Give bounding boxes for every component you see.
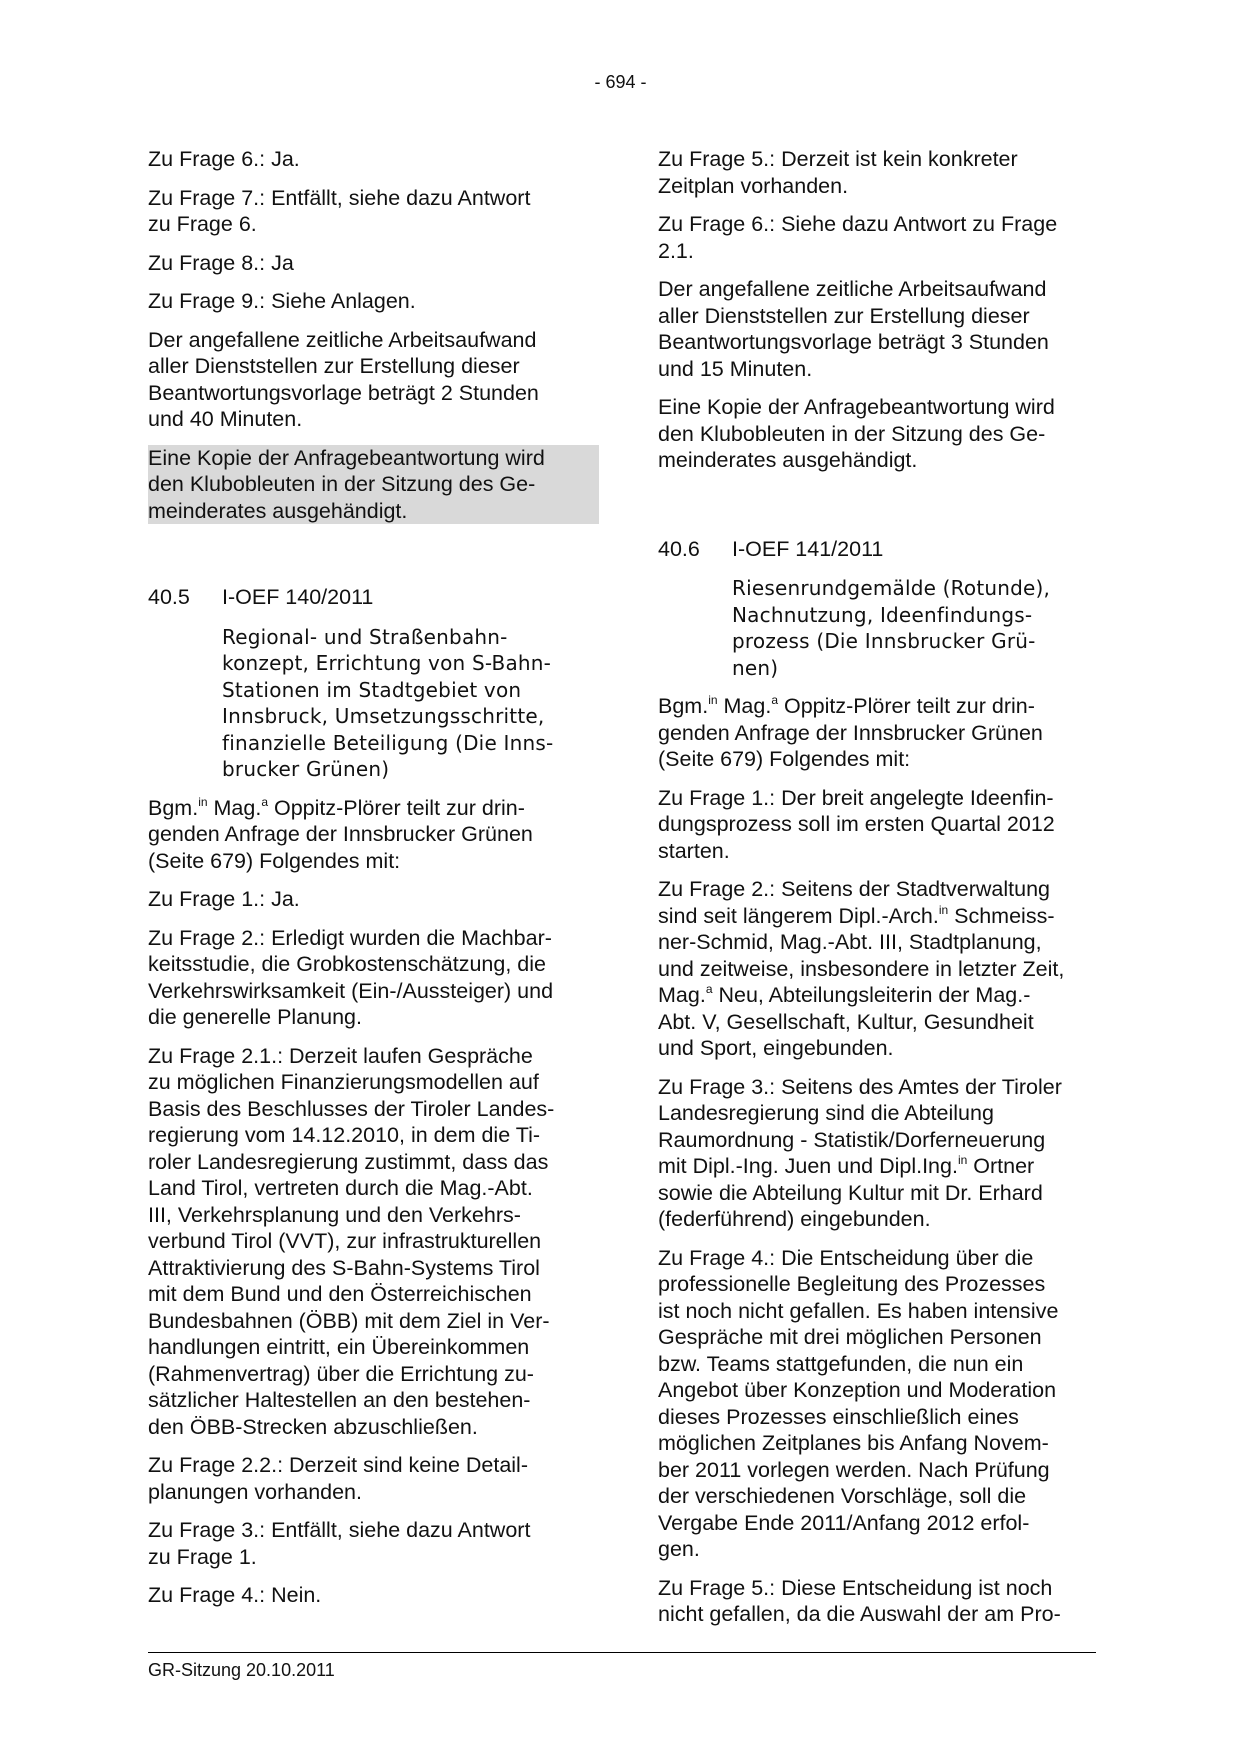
mayor-statement: Bgm.$^{in}$ Mag.$^a$ Oppitz-Plörer teilt zur drin- genden Anfrage der Innsbrucker Grünen (Seite 679) Folgendes mit: bbox=[148, 794, 533, 873]
mayor-statement: Bgm.$^{in}$ Mag.$^a$ Oppitz-Plörer teilt zur drin- genden Anfrage der Innsbrucker Grünen (Seite 679) Folgendes mit: bbox=[658, 693, 1043, 771]
answer-q6: Zu Frage 6.: Ja. bbox=[148, 147, 300, 171]
copy-note: Eine Kopie der Anfragebeantwortung wird den Klubobleuten in der Sitzung des Ge- meinderates ausgehändigt. bbox=[658, 395, 1055, 472]
answer-q7: Zu Frage 7.: Entfällt, siehe dazu Antwort zu Frage 6. bbox=[148, 185, 531, 236]
section-heading-40-6 bbox=[658, 536, 1103, 563]
footer-divider bbox=[148, 1652, 1096, 1653]
answer-q1: Zu Frage 1.: Ja. bbox=[148, 887, 300, 911]
answer-q2: Zu Frage 2.: Seitens der Stadtverwaltung sind seit längerem Dipl.-Arch.$^{in}$ Schmeiss- ner-Schmid, Mag.-Abt. III, Stadtplanung, und zeitweise, insbesondere in letzter Zeit, Mag.$^a$ Neu, Abteilungsleiterin der Mag.- Abt. V, Gesellschaft, Kultur, Gesundheit und Sport, eingebunden. bbox=[658, 877, 1065, 1060]
section-heading-40-5 bbox=[148, 584, 593, 611]
footer-session-date: GR-Sitzung 20.10.2011 bbox=[148, 1660, 335, 1680]
answer-q8: Zu Frage 8.: Ja bbox=[148, 250, 294, 275]
page-number: - 694 - bbox=[594, 72, 647, 92]
section-title: Riesenrundgemälde (Rotunde), Nachnutzung, Ideenfindungs- prozess (Die Innsbrucker Grü- nen) bbox=[732, 576, 1051, 680]
effort-paragraph: Der angefallene zeitliche Arbeitsaufwand aller Dienststellen zur Erstellung dieser Beantwortungsvorlage beträgt 2 Stunden und 40 Minuten. bbox=[148, 327, 539, 431]
copy-note-highlighted: Eine Kopie der Anfragebeantwortung wird den Klubobleuten in der Sitzung des Ge- meinderates ausgehändigt. bbox=[148, 445, 599, 525]
effort-paragraph: Der angefallene zeitliche Arbeitsaufwand aller Dienststellen zur Erstellung dieser Beantwortungsvorlage beträgt 3 Stunden und 15 Minuten. bbox=[658, 277, 1049, 381]
answer-q6: Zu Frage 6.: Siehe dazu Antwort zu Frage 2.1. bbox=[658, 212, 1058, 263]
answer-q5: Zu Frage 5.: Derzeit ist kein konkreter Zeitplan vorhanden. bbox=[658, 147, 1018, 198]
answer-q4: Zu Frage 4.: Die Entscheidung über die professionelle Begleitung des Prozesses ist noch nicht gefallen. Es haben intensive Gespräche mit drei möglichen Personen bzw. Teams stattgefunden, die nun ein Angebot über Konzeption und Moderation dieses Prozesses einschließlich eines möglichen Zeitplanes bis Anfang Novem- ber 2011 vorlegen werden. Nach Prüfung der verschiedenen Vorschläge, soll die Vergabe Ende 2011/Anfang 2012 erfol- gen. bbox=[658, 1245, 1059, 1561]
right-column bbox=[658, 146, 1103, 1640]
answer-q4: Zu Frage 4.: Nein. bbox=[148, 1583, 322, 1607]
section-id: I-OEF 141/2011 bbox=[732, 536, 884, 561]
left-column bbox=[148, 146, 593, 1621]
section-number: 40.5 bbox=[148, 585, 190, 609]
answer-q2-1: Zu Frage 2.1.: Derzeit laufen Gespräche zu möglichen Finanzierungsmodellen auf Basis des Beschlusses der Tiroler Landes- regierung vom 14.12.2010, in dem die Ti- roler Landesregierung zustimmt, dass das Land Tirol, vertreten durch die Mag.-Abt. III, Verkehrsplanung und den Verkehrs- verbund Tirol (VVT), zur infrastrukturellen Attraktivierung des S-Bahn-Systems Tirol mit dem Bund und den Österreichischen Bundesbahnen (ÖBB) mit dem Ziel in Ver- handlungen eintritt, ein Übereinkommen (Rahmenvertrag) über die Errichtung zu- sätzlicher Haltestellen an den bestehen- den ÖBB-Strecken abzuschließen. bbox=[148, 1043, 555, 1439]
answer-q2: Zu Frage 2.: Erledigt wurden die Machbar- keitsstudie, die Grobkostenschätzung, die Verkehrswirksamkeit (Ein-/Aussteiger) und die generelle Planung. bbox=[148, 925, 554, 1029]
answer-q3: Zu Frage 3.: Entfällt, siehe dazu Antwort zu Frage 1. bbox=[148, 1518, 531, 1569]
answer-q5-continued: Zu Frage 5.: Diese Entscheidung ist noch nicht gefallen, da die Auswahl der am Pro- bbox=[658, 1575, 1061, 1626]
answer-q1: Zu Frage 1.: Der breit angelegte Ideenfin- dungsprozess soll im ersten Quartal 2012 starten. bbox=[658, 785, 1055, 863]
section-number: 40.6 bbox=[658, 536, 700, 561]
answer-q9: Zu Frage 9.: Siehe Anlagen. bbox=[148, 289, 416, 313]
section-id: I-OEF 140/2011 bbox=[222, 585, 374, 609]
section-title: Regional- und Straßenbahn- konzept, Errichtung von S-Bahn- Stationen im Stadtgebiet von Innsbruck, Umsetzungsschritte, finanzielle Beteiligung (Die Inns- brucker Grünen) bbox=[222, 624, 554, 781]
answer-q3: Zu Frage 3.: Seitens des Amtes der Tiroler Landesregierung sind die Abteilung Raumordnung - Statistik/Dorferneuerung mit Dipl.-Ing. Juen und Dipl.Ing.$^{in}$ Ortner sowie die Abteilung Kultur mit Dr. Erhard (federführend) eingebunden. bbox=[658, 1074, 1062, 1231]
answer-q2-2: Zu Frage 2.2.: Derzeit sind keine Detail- planungen vorhanden. bbox=[148, 1453, 528, 1504]
